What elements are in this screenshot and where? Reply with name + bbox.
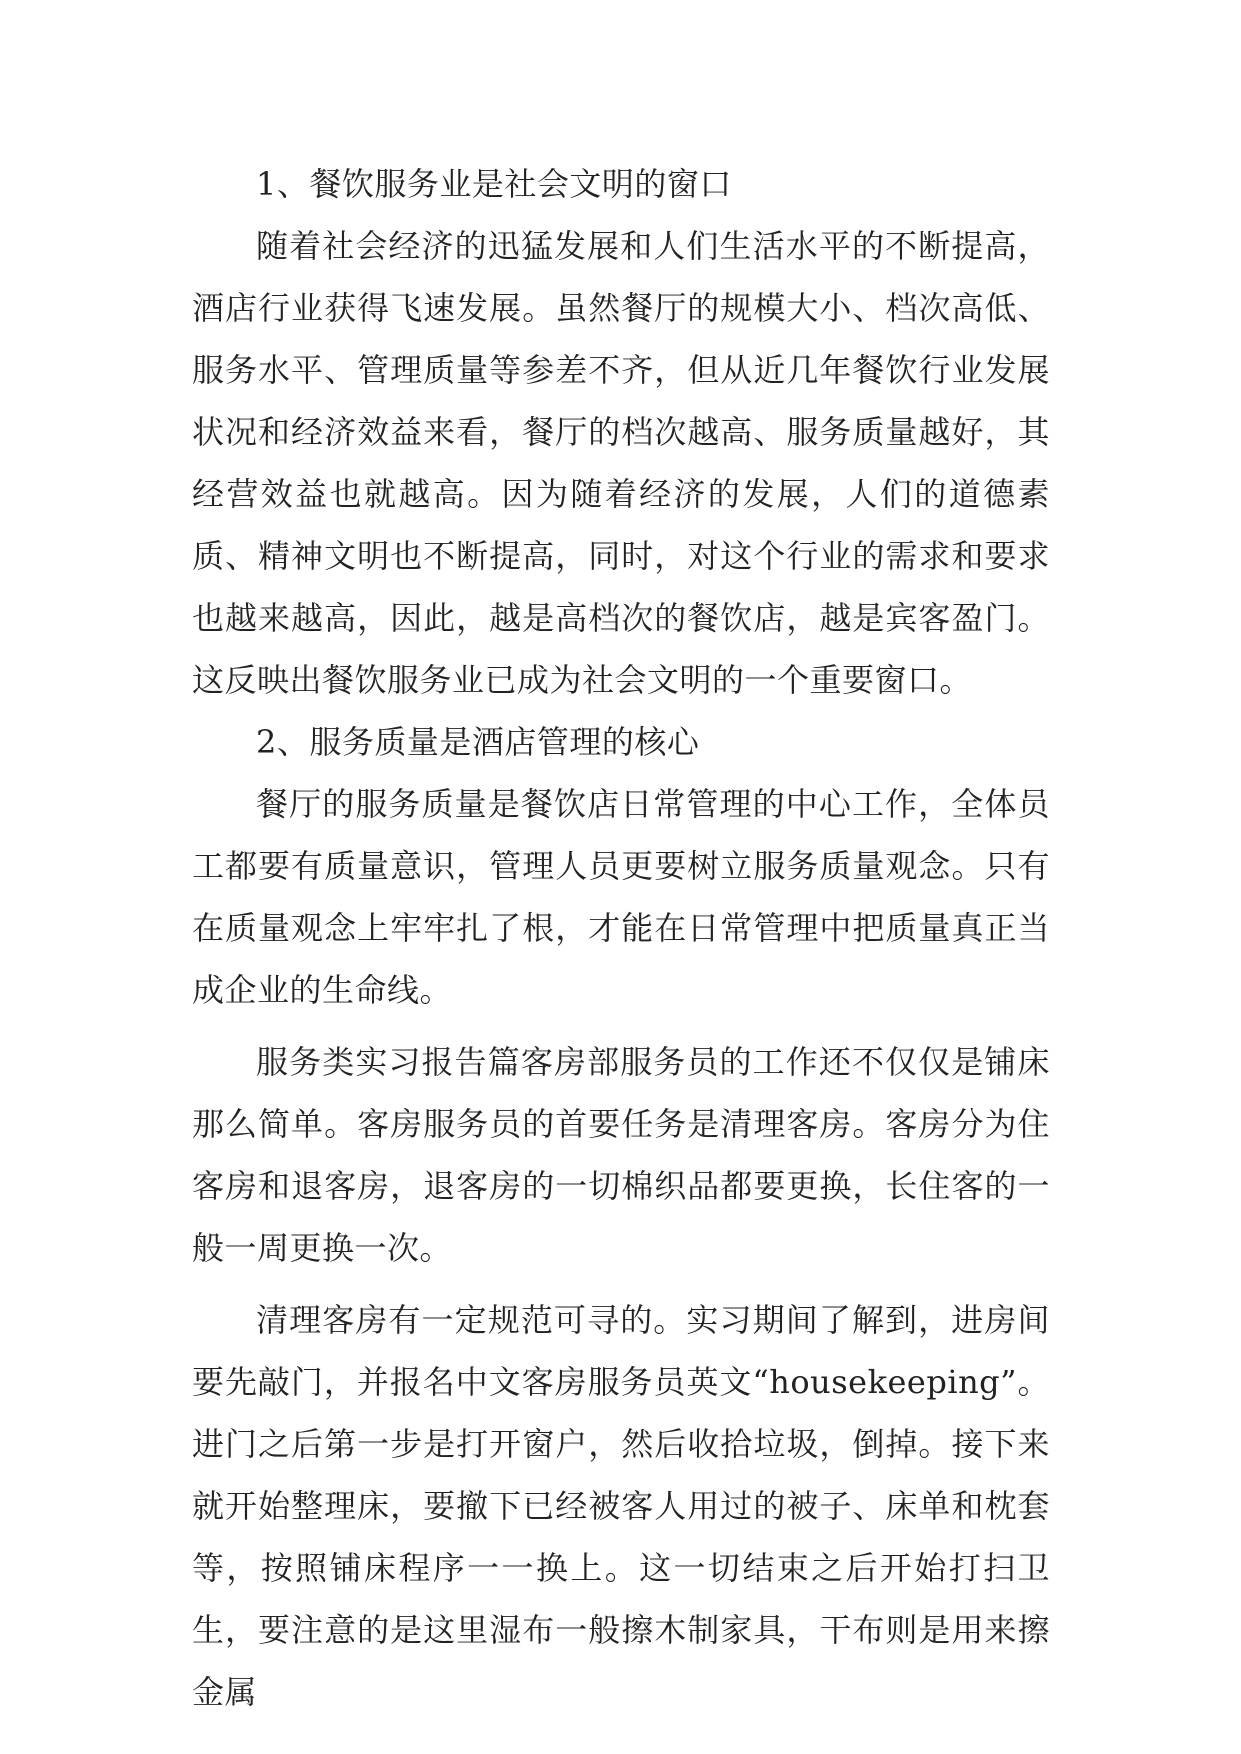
body-paragraph-4: 清理客房有一定规范可寻的。实习期间了解到，进房间要先敲门，并报名中文客房服务员英文“housekeeping”。进门之后第一步是打开窗户，然后收拾垃圾，倒掉。接下来就开始整理床，要撤下已经被客人用过的被子、床单和枕套等，按照铺床程序一一换上。这一切结束之后开始打扫卫生，要注意的是这里湿布一般擦木制家具，干布则是用来擦金属 <box>192 1301 1050 1711</box>
body-paragraph-2: 餐厅的服务质量是餐饮店日常管理的中心工作，全体员工都要有质量意识，管理人员更要树立服务质量观念。只有在质量观念上牢牢扎了根，才能在日常管理中把质量真正当成企业的生命线。 <box>192 785 1050 1009</box>
document-body <box>192 153 1050 1723</box>
body-paragraph-3: 服务类实习报告篇客房部服务员的工作还不仅仅是铺床那么简单。客房服务员的首要任务是清理客房。客房分为住客房和退客房，退客房的一切棉织品都要更换，长住客的一般一周更换一次。 <box>192 1043 1050 1267</box>
body-paragraph-1: 随着社会经济的迅猛发展和人们生活水平的不断提高，酒店行业获得飞速发展。虽然餐厅的规模大小、档次高低、服务水平、管理质量等参差不齐，但从近几年餐饮行业发展状况和经济效益来看，餐厅的档次越高、服务质量越好，其经营效益也就越高。因为随着经济的发展，人们的道德素质、精神文明也不断提高，同时，对这个行业的需求和要求也越来越高，因此，越是高档次的餐饮店，越是宾客盈门。这反映出餐饮服务业已成为社会文明的一个重要窗口。 <box>192 227 1050 699</box>
section-heading-2: 2、服务质量是酒店管理的核心 <box>256 723 700 761</box>
section-heading-1: 1、餐饮服务业是社会文明的窗口 <box>256 165 732 203</box>
